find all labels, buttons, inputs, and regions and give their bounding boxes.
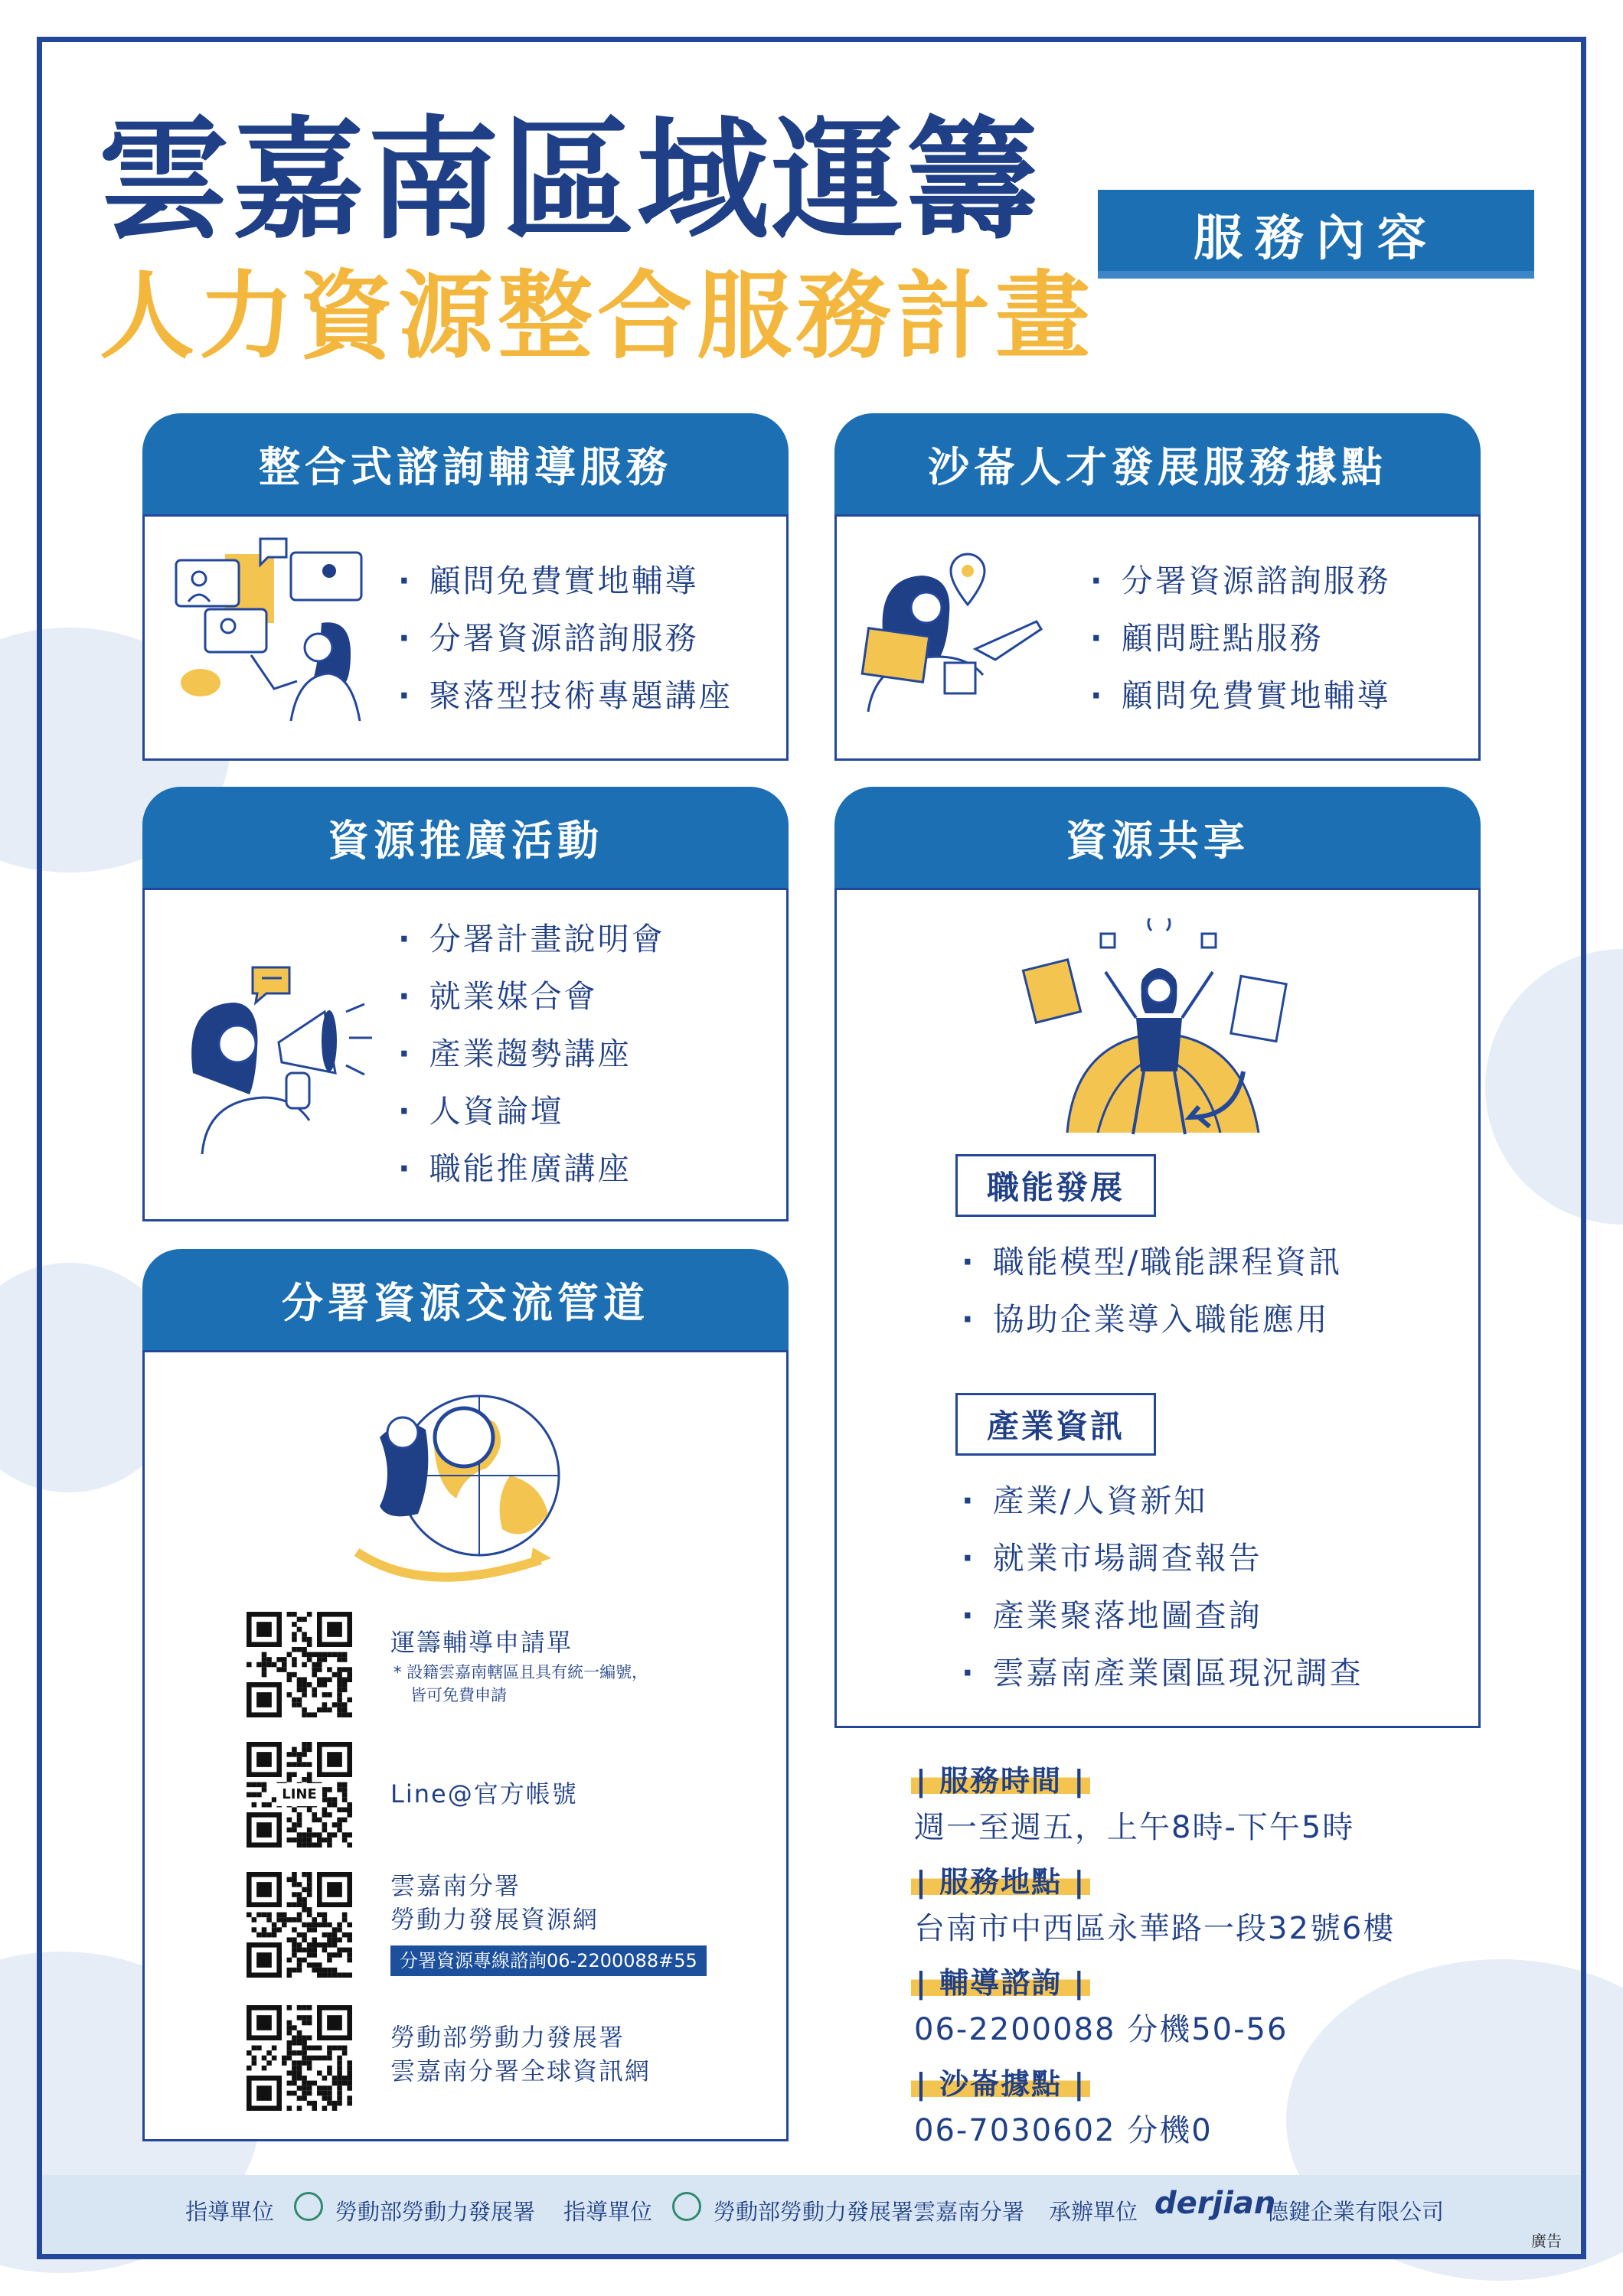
list-item: · 聚落型技術專題講座 [398,667,733,725]
card-shakun-list [1090,553,1391,725]
footer-host-label: 承辦單位 [1049,2199,1138,2225]
page-title: 雲嘉南區域運籌 [98,103,1041,257]
sub-competency-list [962,1234,1342,1349]
page-subtitle: 人力資源整合服務計畫 [100,262,1096,372]
consult-phone-label: | 輔導諮詢 | [911,1959,1090,1996]
list-item: · 分署資源諮詢服務 [1090,553,1391,610]
list-item: · 產業/人資新知 [962,1473,1363,1530]
list-item: · 就業市場調查報告 [962,1530,1363,1587]
list-item: · 顧問駐點服務 [1090,610,1391,667]
list-item: · 協助企業導入職能應用 [962,1291,1342,1349]
list-item: · 顧問免費實地輔導 [398,553,733,610]
footer-guide-org-1: 勞動部勞動力發展署 [335,2199,536,2225]
list-item: · 職能模型/職能課程資訊 [962,1234,1342,1291]
pointing-woman-illustration [860,548,1067,716]
advertisement-label: 廣告 [1531,2232,1562,2250]
list-item: · 產業趨勢講座 [398,1026,665,1083]
qr-label-branch: 雲嘉南分署 [390,1871,521,1900]
line-qr-logo: LINE [276,1783,322,1806]
hotline-badge: 分署資源專線諮詢06-2200088#55 [390,1945,707,1976]
footer-host-org: 德鍵企業有限公司 [1266,2199,1445,2225]
shakun-phone: 06-7030602 分機0 [914,2113,1213,2148]
list-item: · 雲嘉南產業園區現況調查 [962,1645,1363,1702]
branch-logo-icon [672,2192,701,2221]
qr-code-resource-network[interactable] [247,1872,352,1978]
sub-industry-list [962,1473,1363,1702]
qr-label-application-form: 運籌輔導申請單 [390,1628,573,1657]
card-consult-list [398,553,733,725]
card-promo-list [398,911,665,1198]
service-address: 台南市中西區永華路一段32號6樓 [914,1911,1396,1946]
qr-label-resource-network: 勞動力發展資源網 [390,1905,599,1934]
card-share-header: 資源共享 [834,787,1481,888]
list-item: · 人資論壇 [398,1083,665,1140]
list-item: · 產業聚落地圖查詢 [962,1587,1363,1645]
list-item: · 就業媒合會 [398,968,665,1026]
list-item: · 分署資源諮詢服務 [398,610,733,667]
qr-label-ministry: 勞動部勞動力發展署 [390,2023,625,2052]
service-content-badge: 服務內容 [1098,190,1534,279]
megaphone-illustration [179,958,386,1157]
globe-magnifier-illustration [349,1384,586,1590]
card-consult-header: 整合式諮詢輔導服務 [142,413,789,514]
resource-sharing-illustration [1021,918,1297,1140]
footer-guide-org-2: 勞動部勞動力發展署雲嘉南分署 [714,2199,1025,2225]
footer-guide-label-1: 指導單位 [185,2199,275,2225]
ministry-logo-icon [294,2192,323,2221]
card-channel-header: 分署資源交流管道 [142,1249,789,1350]
consult-phone: 06-2200088 分機50-56 [914,2012,1288,2047]
qr-label-global-website: 雲嘉南分署全球資訊網 [390,2056,651,2086]
card-shakun-header: 沙崙人才發展服務據點 [834,413,1481,514]
card-promo-header: 資源推廣活動 [142,787,789,888]
qr-code-application-form[interactable] [247,1612,352,1717]
service-address-label: | 服務地點 | [911,1858,1090,1895]
list-item: · 職能推廣講座 [398,1140,665,1198]
list-item: · 顧問免費實地輔導 [1090,667,1391,725]
sub-competency-title: 職能發展 [955,1154,1156,1217]
service-hours-label: | 服務時間 | [911,1757,1090,1794]
video-call-illustration [168,533,367,724]
service-hours: 週一至週五，上午8時-下午5時 [914,1810,1355,1845]
qr-note-free: 皆可免費申請 [410,1686,507,1704]
footer-guide-label-2: 指導單位 [563,2199,653,2225]
qr-note-eligibility: * 設籍雲嘉南轄區且具有統一編號， [394,1663,648,1681]
qr-code-global-website[interactable] [247,2005,352,2111]
shakun-phone-label: | 沙崙據點 | [911,2060,1090,2097]
list-item: · 分署計畫說明會 [398,911,665,968]
derjian-logo: derjian [1154,2186,1276,2221]
sub-industry-title: 產業資訊 [955,1393,1156,1456]
qr-label-line-official: Line@官方帳號 [390,1779,578,1808]
